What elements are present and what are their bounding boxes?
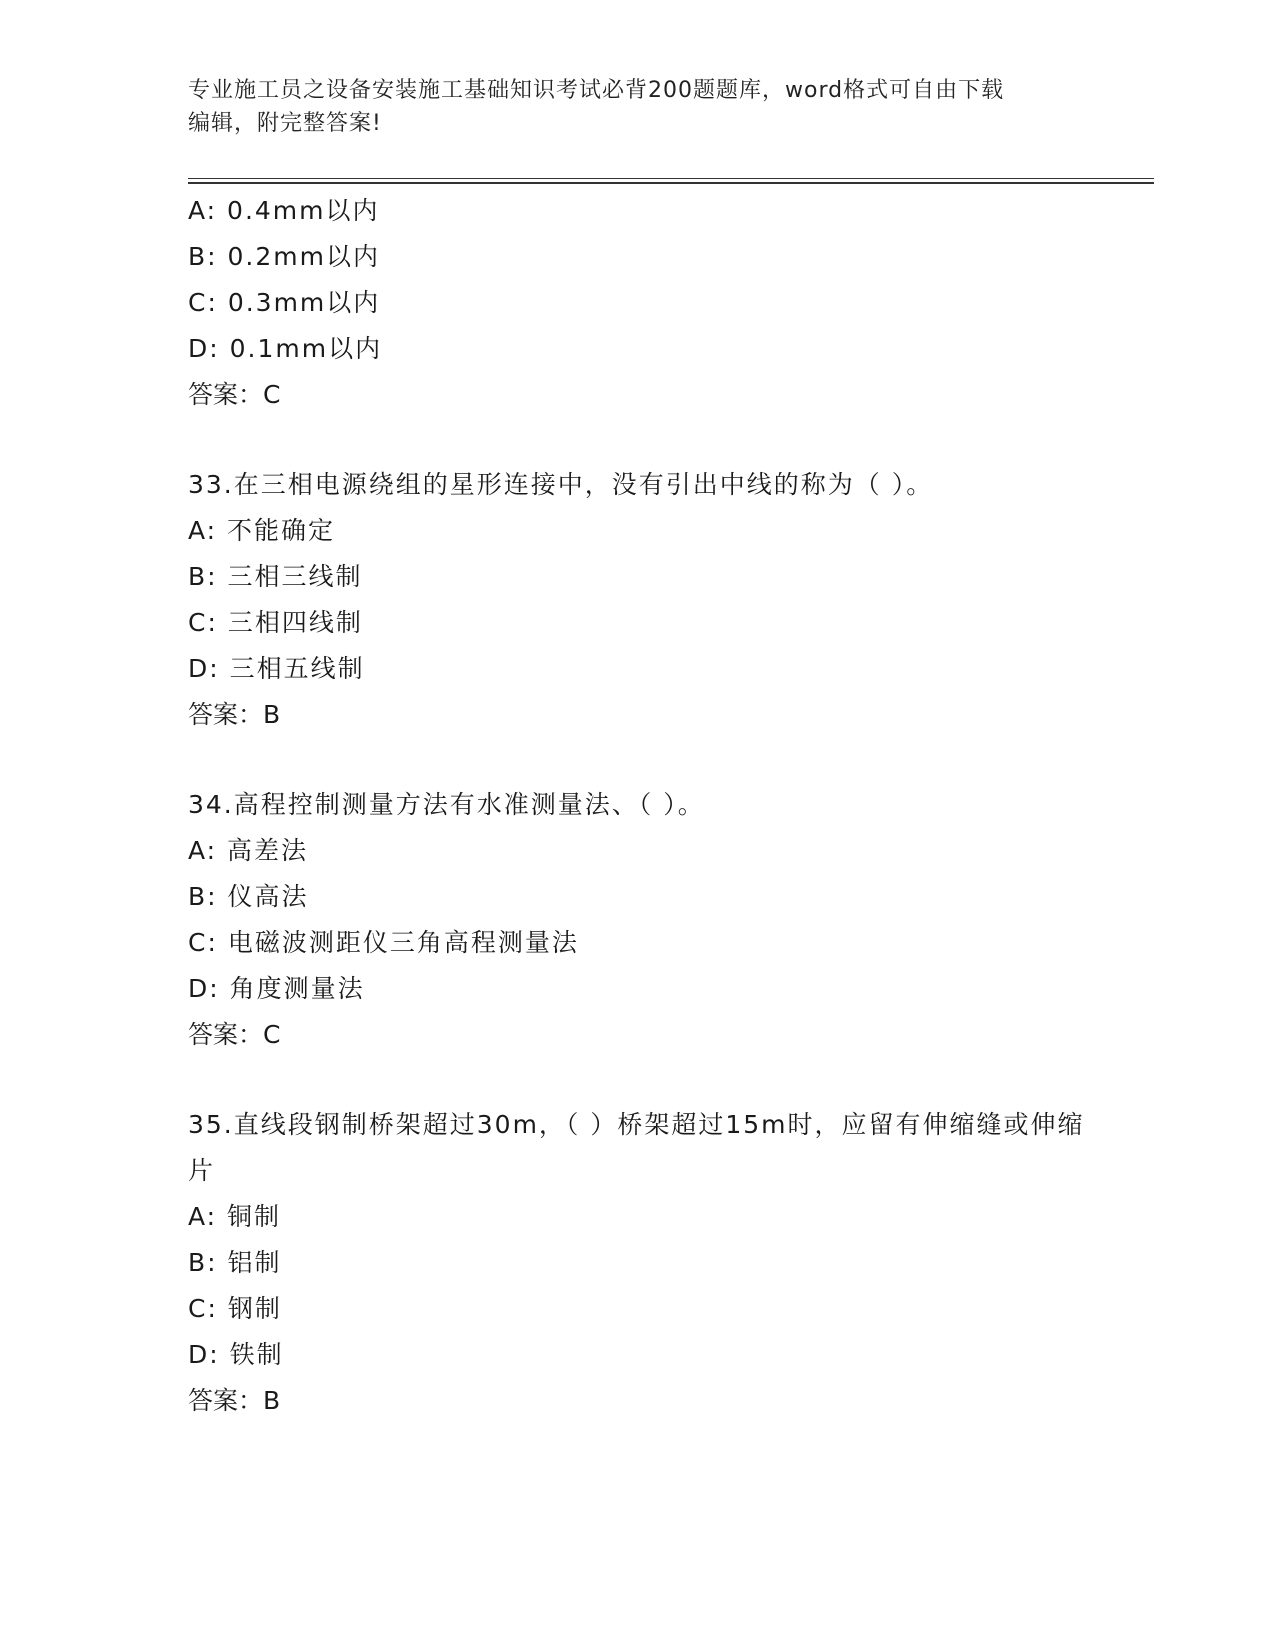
option-d: D: 0.1mm以内 — [188, 334, 383, 363]
question-stem: 33.在三相电源绕组的星形连接中，没有引出中线的称为（ ）。 — [188, 470, 934, 499]
option-b: B: 三相三线制 — [188, 562, 363, 591]
answer-label: 答案：B — [188, 1386, 281, 1415]
option-d: D: 铁制 — [188, 1340, 284, 1369]
option-d: D: 三相五线制 — [188, 654, 365, 683]
answer-label: 答案：C — [188, 1020, 281, 1049]
option-b: B: 铝制 — [188, 1248, 282, 1277]
option-b: B: 0.2mm以内 — [188, 242, 380, 271]
option-c: C: 0.3mm以内 — [188, 288, 381, 317]
option-c: C: 三相四线制 — [188, 608, 363, 637]
option-a: A: 铜制 — [188, 1202, 282, 1231]
question-list — [188, 188, 1088, 1424]
header-divider — [188, 178, 1154, 184]
option-c: C: 电磁波测距仪三角高程测量法 — [188, 928, 579, 957]
question-stem: 35.直线段钢制桥架超过30m，（ ）桥架超过15m时，应留有伸缩缝或伸缩片 — [188, 1110, 1085, 1185]
question-block-partial — [188, 188, 1088, 418]
question-block-34 — [188, 782, 1088, 1058]
answer-label: 答案：B — [188, 700, 281, 729]
answer-label: 答案：C — [188, 380, 281, 409]
option-c: C: 钢制 — [188, 1294, 282, 1323]
option-a: A: 高差法 — [188, 836, 309, 865]
document-header — [188, 74, 1088, 140]
question-block-33 — [188, 462, 1088, 738]
option-a: A: 不能确定 — [188, 516, 336, 545]
option-d: D: 角度测量法 — [188, 974, 365, 1003]
question-block-35 — [188, 1102, 1088, 1424]
header-title-line-2: 编辑，附完整答案! — [188, 111, 382, 136]
header-title-line-1: 专业施工员之设备安装施工基础知识考试必背200题题库，word格式可自由下载 — [188, 78, 1005, 103]
option-b: B: 仪高法 — [188, 882, 309, 911]
question-stem: 34.高程控制测量方法有水准测量法、（ ）。 — [188, 790, 705, 819]
option-a: A: 0.4mm以内 — [188, 196, 380, 225]
